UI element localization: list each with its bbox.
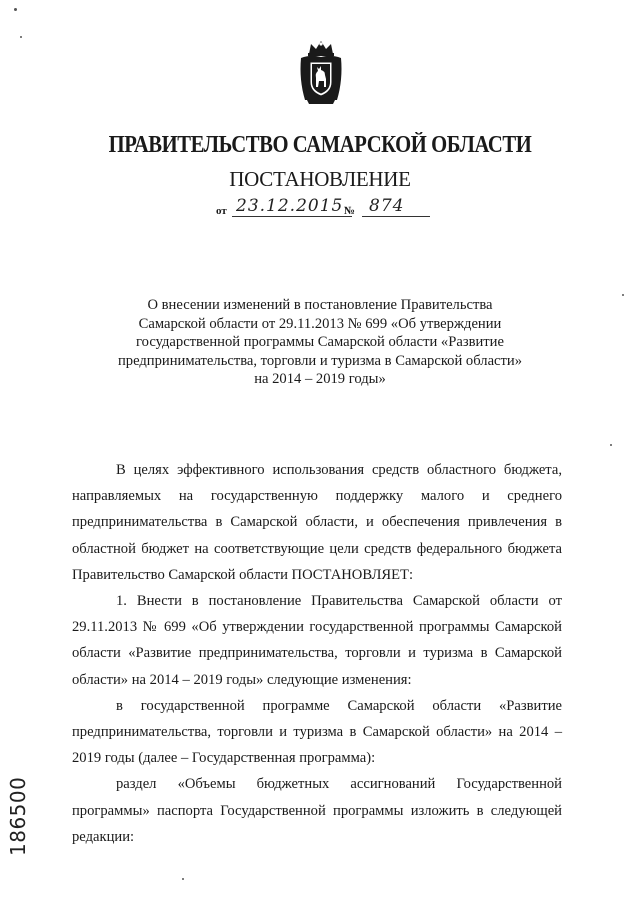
body-paragraph: В целях эффективного использования средств областного бюджета, направляемых на государственную поддержку малого и среднего предпринимательства в Самарской области, и обеспечения привлечения в областной бюджет на соответствующие цели средств федерального бюджета Правительство Самарской области ПОСТАНОВЛЯЕТ: (72, 462, 562, 583)
handwritten-date: 23.12.2015 (236, 196, 344, 216)
number-prefix: № (344, 205, 356, 217)
scan-speck (182, 878, 184, 880)
body-paragraph: раздел «Объемы бюджетных ассигнований Государственной программы» паспорта Государственной программы изложить в следующей редакции: (72, 776, 562, 845)
scan-speck (622, 294, 624, 296)
subject-line: государственной программы Самарской области «Развитие (136, 334, 504, 350)
coat-of-arms-icon (297, 40, 345, 106)
body-paragraph: в государственной программе Самарской области «Развитие предпринимательства, торговли и туризма в Самарской области» на 2014 – 2019 годы (далее – Государственная программа): (72, 697, 562, 767)
body-paragraph: 1. Внести в постановление Правительства Самарской области от 29.11.2013 № 699 «Об утверждении государственной программы Самарской области «Развитие предпринимательства, торговли и туризма в Самарской области» на 2014 – 2019 годы» следующие изменения: (72, 593, 562, 688)
scan-speck (14, 8, 17, 11)
subject-line: О внесении изменений в постановление Правительства (147, 297, 493, 313)
subject-line: на 2014 – 2019 годы» (254, 371, 386, 387)
scan-speck (610, 444, 612, 446)
registration-number: 186500 (6, 776, 30, 856)
date-prefix: от (216, 205, 227, 217)
scan-speck (20, 36, 22, 38)
issuer-title: ПРАВИТЕЛЬСТВО САМАРСКОЙ ОБЛАСТИ (108, 132, 532, 158)
subject-line: предпринимательства, торговли и туризма в Самарской области» (117, 352, 523, 369)
date-underline (232, 216, 352, 217)
number-underline (362, 216, 430, 217)
subject-line: Самарской области от 29.11.2013 № 699 «Об утверждении (138, 315, 502, 332)
document-body (72, 457, 562, 850)
document-subject (100, 296, 540, 389)
document-type: ПОСТАНОВЛЕНИЕ (229, 167, 411, 191)
handwritten-number: 874 (369, 196, 405, 216)
